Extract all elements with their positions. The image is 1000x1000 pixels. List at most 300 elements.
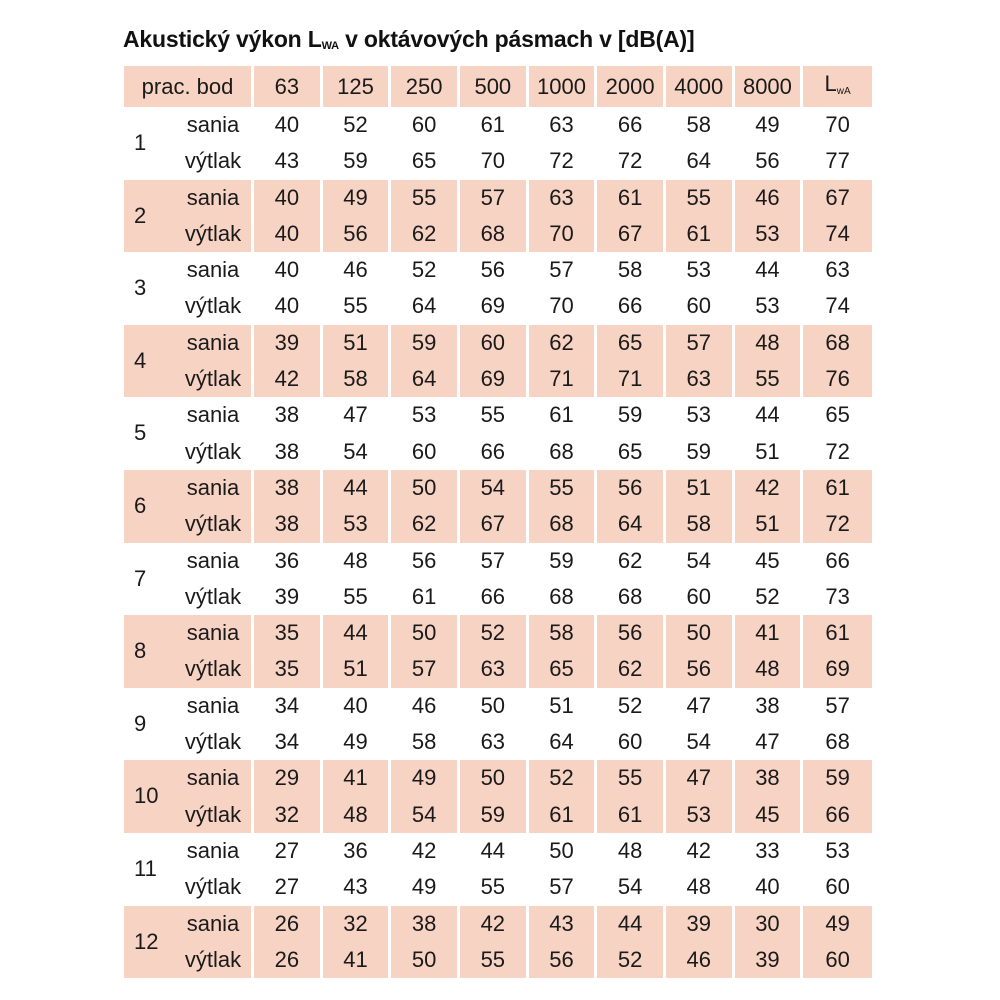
label-vytlak: výtlak: [184, 874, 242, 900]
lwa-value-cell: 73: [825, 583, 850, 609]
point-cell: [124, 470, 254, 518]
band-value-cell: 67: [460, 506, 529, 542]
label-vytlak: výtlak: [184, 148, 242, 174]
band-value-cell: 48: [666, 869, 735, 905]
band-value-cell: 48: [735, 651, 804, 687]
band-value-cell: 53: [666, 252, 735, 288]
band-value-cell: 54: [666, 724, 735, 760]
band-value-cell: 47: [666, 688, 735, 724]
table-row: [124, 288, 872, 324]
band-value-cell: 54: [666, 543, 735, 579]
band-value-cell: 57: [666, 325, 735, 361]
point-number: 4: [134, 347, 147, 373]
band-value-cell: 48: [735, 325, 804, 361]
lwa-value-cell: 53: [825, 837, 850, 863]
table-row: [124, 143, 872, 179]
point-number: 10: [134, 783, 159, 809]
band-value-cell: 51: [323, 325, 392, 361]
point-number: 8: [134, 638, 147, 664]
label-sania: sania: [186, 257, 240, 283]
band-value-cell: 60: [666, 288, 735, 324]
band-value-cell: 54: [460, 470, 529, 506]
band-value-cell: 66: [460, 579, 529, 615]
point-cell: [124, 252, 254, 301]
band-value-cell: 60: [460, 325, 529, 361]
point-number: 1: [134, 130, 147, 155]
label-sania: sania: [186, 910, 240, 936]
label-sania: sania: [186, 329, 240, 355]
band-value-cell: 56: [323, 216, 392, 252]
band-value-cell: 36: [323, 833, 392, 869]
band-value-cell: 58: [666, 107, 735, 143]
point-number: 3: [134, 275, 147, 301]
table-row: [124, 180, 872, 216]
band-value-cell: 27: [254, 833, 323, 869]
header-band-2000: 2000: [597, 66, 666, 107]
band-value-cell: 53: [735, 216, 804, 252]
band-value-cell: 55: [597, 760, 666, 796]
band-value-cell: 61: [529, 397, 598, 433]
point-cell: [124, 543, 254, 591]
band-value-cell: 54: [597, 869, 666, 905]
band-value-cell: 60: [597, 724, 666, 760]
table-row: [124, 724, 872, 760]
band-value-cell: 66: [460, 434, 529, 470]
band-value-cell: 68: [460, 216, 529, 252]
band-value-cell: 55: [666, 180, 735, 216]
table-row: [124, 325, 872, 361]
band-value-cell: 30: [735, 906, 804, 942]
band-value-cell: 38: [735, 760, 804, 796]
band-value-cell: 49: [323, 180, 392, 216]
band-value-cell: 41: [323, 760, 392, 796]
band-value-cell: 58: [323, 361, 392, 397]
band-value-cell: 43: [529, 906, 598, 942]
band-value-cell: 59: [529, 543, 598, 579]
point-number: 2: [134, 202, 147, 228]
lwa-value-cell: 59: [803, 760, 872, 796]
header-band-63: 63: [254, 66, 323, 107]
band-value-cell: 26: [254, 906, 323, 942]
band-value-cell: 61: [666, 216, 735, 252]
point-number: 12: [134, 928, 159, 954]
table-row: [124, 942, 872, 978]
lwa-value-cell: 76: [803, 361, 872, 397]
band-value-cell: 38: [254, 397, 323, 433]
band-value-cell: 53: [323, 506, 392, 542]
band-value-cell: 50: [391, 470, 460, 506]
band-value-cell: 40: [254, 216, 323, 252]
band-value-cell: 38: [254, 470, 323, 506]
band-value-cell: 52: [735, 579, 804, 615]
lwa-value-cell: 61: [803, 615, 872, 651]
table-row: [124, 470, 872, 506]
band-value-cell: 56: [597, 615, 666, 651]
band-value-cell: 56: [597, 470, 666, 506]
band-value-cell: 64: [666, 143, 735, 179]
label-vytlak: výtlak: [184, 656, 242, 682]
table-row: [124, 760, 872, 796]
band-value-cell: 55: [391, 180, 460, 216]
lwa-value-cell: 63: [825, 257, 850, 283]
band-value-cell: 63: [460, 724, 529, 760]
band-value-cell: 62: [391, 506, 460, 542]
band-value-cell: 49: [391, 760, 460, 796]
band-value-cell: 65: [529, 651, 598, 687]
lwa-value-cell: 77: [825, 148, 850, 174]
band-value-cell: 45: [735, 797, 804, 833]
band-value-cell: 49: [735, 107, 804, 143]
band-value-cell: 62: [391, 216, 460, 252]
band-value-cell: 48: [323, 797, 392, 833]
band-value-cell: 59: [460, 797, 529, 833]
band-value-cell: 62: [529, 325, 598, 361]
band-value-cell: 72: [597, 143, 666, 179]
band-value-cell: 27: [254, 869, 323, 905]
lwa-value-cell: 49: [803, 906, 872, 942]
band-value-cell: 41: [323, 942, 392, 978]
band-value-cell: 72: [529, 143, 598, 179]
band-value-cell: 57: [529, 869, 598, 905]
lwa-value-cell: 70: [825, 112, 850, 137]
label-vytlak: výtlak: [184, 293, 242, 319]
band-value-cell: 59: [597, 397, 666, 433]
band-value-cell: 52: [597, 688, 666, 724]
band-value-cell: 39: [735, 942, 804, 978]
band-value-cell: 55: [323, 288, 392, 324]
band-value-cell: 58: [666, 506, 735, 542]
band-value-cell: 38: [254, 506, 323, 542]
band-value-cell: 64: [529, 724, 598, 760]
band-value-cell: 58: [597, 252, 666, 288]
band-value-cell: 44: [323, 470, 392, 506]
band-value-cell: 53: [666, 797, 735, 833]
band-value-cell: 34: [254, 724, 323, 760]
table-row: [124, 688, 872, 724]
table-row: [124, 216, 872, 252]
point-number: 5: [134, 420, 147, 446]
band-value-cell: 62: [597, 543, 666, 579]
band-value-cell: 46: [323, 252, 392, 288]
band-value-cell: 44: [735, 397, 804, 433]
band-value-cell: 43: [323, 869, 392, 905]
band-value-cell: 57: [529, 252, 598, 288]
label-sania: sania: [186, 474, 240, 500]
label-sania: sania: [186, 112, 240, 137]
table-row: [124, 361, 872, 397]
band-value-cell: 56: [391, 543, 460, 579]
header-band-1000: 1000: [529, 66, 598, 107]
band-value-cell: 55: [460, 397, 529, 433]
band-value-cell: 51: [666, 470, 735, 506]
table-row: [124, 651, 872, 687]
point-cell: [124, 180, 254, 228]
band-value-cell: 60: [666, 579, 735, 615]
band-value-cell: 71: [597, 361, 666, 397]
band-value-cell: 52: [597, 942, 666, 978]
band-value-cell: 42: [460, 906, 529, 942]
point-cell: [124, 615, 254, 664]
table-row: [124, 833, 872, 869]
header-band-8000: 8000: [735, 66, 804, 107]
band-value-cell: 60: [391, 107, 460, 143]
band-value-cell: 42: [391, 833, 460, 869]
band-value-cell: 65: [391, 143, 460, 179]
band-value-cell: 66: [597, 288, 666, 324]
header-band-250: 250: [391, 66, 460, 107]
band-value-cell: 44: [323, 615, 392, 651]
band-value-cell: 38: [735, 688, 804, 724]
band-value-cell: 49: [391, 869, 460, 905]
band-value-cell: 67: [597, 216, 666, 252]
band-value-cell: 70: [529, 216, 598, 252]
band-value-cell: 56: [460, 252, 529, 288]
lwa-value-cell: 68: [825, 729, 850, 755]
acoustic-power-table: [124, 66, 872, 978]
label-vytlak: výtlak: [184, 438, 242, 464]
band-value-cell: 56: [529, 942, 598, 978]
band-value-cell: 68: [529, 434, 598, 470]
lwa-value-cell: 57: [825, 692, 850, 718]
band-value-cell: 52: [391, 252, 460, 288]
table-row: [124, 397, 872, 433]
label-vytlak: výtlak: [184, 946, 242, 972]
table-row: [124, 579, 872, 615]
band-value-cell: 34: [254, 688, 323, 724]
table-row: [124, 906, 872, 942]
band-value-cell: 63: [666, 361, 735, 397]
label-sania: sania: [186, 547, 240, 573]
point-cell: [124, 760, 254, 809]
band-value-cell: 50: [529, 833, 598, 869]
band-value-cell: 58: [391, 724, 460, 760]
band-value-cell: 61: [460, 107, 529, 143]
band-value-cell: 44: [597, 906, 666, 942]
band-value-cell: 59: [666, 434, 735, 470]
band-value-cell: 61: [391, 579, 460, 615]
band-value-cell: 38: [391, 906, 460, 942]
band-value-cell: 68: [597, 579, 666, 615]
band-value-cell: 42: [254, 361, 323, 397]
lwa-value-cell: 61: [803, 470, 872, 506]
band-value-cell: 39: [254, 579, 323, 615]
header-point: prac. bod: [124, 66, 254, 107]
point-cell: [124, 107, 254, 155]
header-band-500: 500: [460, 66, 529, 107]
table-row: [124, 252, 872, 288]
band-value-cell: 56: [666, 651, 735, 687]
label-sania: sania: [186, 620, 240, 646]
header-lwa: $L_{wA}$: [803, 66, 872, 107]
band-value-cell: 61: [529, 797, 598, 833]
lwa-value-cell: 68: [803, 325, 872, 361]
point-cell: [124, 906, 254, 954]
band-value-cell: 32: [323, 906, 392, 942]
band-value-cell: 51: [323, 651, 392, 687]
band-value-cell: 53: [735, 288, 804, 324]
band-value-cell: 55: [529, 470, 598, 506]
table-row: [124, 543, 872, 579]
band-value-cell: 56: [735, 143, 804, 179]
band-value-cell: 29: [254, 760, 323, 796]
band-value-cell: 61: [597, 797, 666, 833]
band-value-cell: 62: [597, 651, 666, 687]
band-value-cell: 65: [597, 434, 666, 470]
band-value-cell: 70: [529, 288, 598, 324]
band-value-cell: 51: [529, 688, 598, 724]
band-value-cell: 61: [597, 180, 666, 216]
band-value-cell: 46: [735, 180, 804, 216]
table-title: Akustický výkon $L_{WA}$ v oktávových pásmach v [dB(A)]: [123, 26, 695, 52]
band-value-cell: 48: [597, 833, 666, 869]
table-row: [124, 107, 872, 143]
band-value-cell: 57: [460, 543, 529, 579]
band-value-cell: 40: [254, 180, 323, 216]
table-row: [124, 869, 872, 905]
band-value-cell: 59: [323, 143, 392, 179]
band-value-cell: 57: [460, 180, 529, 216]
band-value-cell: 69: [460, 288, 529, 324]
band-value-cell: 63: [460, 651, 529, 687]
band-value-cell: 52: [323, 107, 392, 143]
point-number: 11: [134, 855, 157, 881]
band-value-cell: 50: [460, 688, 529, 724]
lwa-value-cell: 72: [825, 438, 850, 464]
band-value-cell: 50: [666, 615, 735, 651]
lwa-value-cell: 67: [803, 180, 872, 216]
table-row: [124, 615, 872, 651]
lwa-value-cell: 74: [803, 216, 872, 252]
band-value-cell: 40: [254, 288, 323, 324]
label-vytlak: výtlak: [184, 366, 242, 392]
band-value-cell: 52: [460, 615, 529, 651]
title-subscript: WA: [321, 40, 339, 52]
band-value-cell: 46: [666, 942, 735, 978]
band-value-cell: 53: [666, 397, 735, 433]
band-value-cell: 54: [323, 434, 392, 470]
label-vytlak: výtlak: [184, 801, 242, 827]
band-value-cell: 71: [529, 361, 598, 397]
band-value-cell: 40: [254, 252, 323, 288]
header-row: [124, 66, 872, 107]
band-value-cell: 51: [735, 506, 804, 542]
band-value-cell: 55: [735, 361, 804, 397]
band-value-cell: 43: [254, 143, 323, 179]
point-cell: [124, 833, 254, 881]
label-vytlak: výtlak: [184, 220, 242, 246]
band-value-cell: 64: [597, 506, 666, 542]
band-value-cell: 32: [254, 797, 323, 833]
lwa-value-cell: 66: [825, 547, 850, 573]
band-value-cell: 46: [391, 688, 460, 724]
label-sania: sania: [186, 765, 240, 791]
band-value-cell: 39: [666, 906, 735, 942]
band-value-cell: 40: [254, 107, 323, 143]
label-vytlak: výtlak: [184, 511, 242, 537]
band-value-cell: 59: [391, 325, 460, 361]
band-value-cell: 60: [391, 434, 460, 470]
lwa-value-cell: 69: [803, 651, 872, 687]
band-value-cell: 69: [460, 361, 529, 397]
band-value-cell: 52: [529, 760, 598, 796]
band-value-cell: 57: [391, 651, 460, 687]
lwa-value-cell: 66: [803, 797, 872, 833]
lwa-value-cell: 60: [825, 874, 850, 900]
label-sania: sania: [186, 692, 240, 718]
lwa-value-cell: 74: [825, 293, 850, 319]
band-value-cell: 66: [597, 107, 666, 143]
label-vytlak: výtlak: [184, 729, 242, 755]
band-value-cell: 55: [460, 942, 529, 978]
band-value-cell: 70: [460, 143, 529, 179]
band-value-cell: 50: [391, 942, 460, 978]
band-value-cell: 35: [254, 651, 323, 687]
band-value-cell: 68: [529, 506, 598, 542]
band-value-cell: 54: [391, 797, 460, 833]
band-value-cell: 51: [735, 434, 804, 470]
band-value-cell: 41: [735, 615, 804, 651]
band-value-cell: 68: [529, 579, 598, 615]
band-value-cell: 47: [323, 397, 392, 433]
band-value-cell: 64: [391, 361, 460, 397]
table-body: [124, 107, 872, 978]
band-value-cell: 44: [460, 833, 529, 869]
label-vytlak: výtlak: [184, 583, 242, 609]
band-value-cell: 50: [460, 760, 529, 796]
band-value-cell: 36: [254, 543, 323, 579]
label-sania: sania: [186, 837, 240, 863]
label-sania: sania: [186, 184, 240, 210]
table-row: [124, 506, 872, 542]
band-value-cell: 65: [597, 325, 666, 361]
point-number: 6: [134, 492, 147, 518]
band-value-cell: 26: [254, 942, 323, 978]
band-value-cell: 35: [254, 615, 323, 651]
band-value-cell: 45: [735, 543, 804, 579]
band-value-cell: 48: [323, 543, 392, 579]
point-cell: [124, 325, 254, 373]
band-value-cell: 39: [254, 325, 323, 361]
band-value-cell: 53: [391, 397, 460, 433]
band-value-cell: 64: [391, 288, 460, 324]
lwa-value-cell: 72: [803, 506, 872, 542]
table-row: [124, 797, 872, 833]
band-value-cell: 58: [529, 615, 598, 651]
band-value-cell: 55: [460, 869, 529, 905]
point-number: 9: [134, 710, 147, 736]
band-value-cell: 40: [735, 869, 804, 905]
band-value-cell: 42: [735, 470, 804, 506]
point-cell: [124, 397, 254, 446]
band-value-cell: 47: [666, 760, 735, 796]
band-value-cell: 40: [323, 688, 392, 724]
lwa-value-cell: 65: [825, 402, 850, 428]
point-number: 7: [134, 565, 147, 591]
label-sania: sania: [186, 402, 240, 428]
header-band-125: 125: [323, 66, 392, 107]
band-value-cell: 49: [323, 724, 392, 760]
band-value-cell: 38: [254, 434, 323, 470]
band-value-cell: 63: [529, 107, 598, 143]
header-band-4000: 4000: [666, 66, 735, 107]
band-value-cell: 50: [391, 615, 460, 651]
lwa-value-cell: 60: [803, 942, 872, 978]
band-value-cell: 42: [666, 833, 735, 869]
band-value-cell: 55: [323, 579, 392, 615]
band-value-cell: 63: [529, 180, 598, 216]
point-cell: [124, 688, 254, 736]
table-row: [124, 434, 872, 470]
